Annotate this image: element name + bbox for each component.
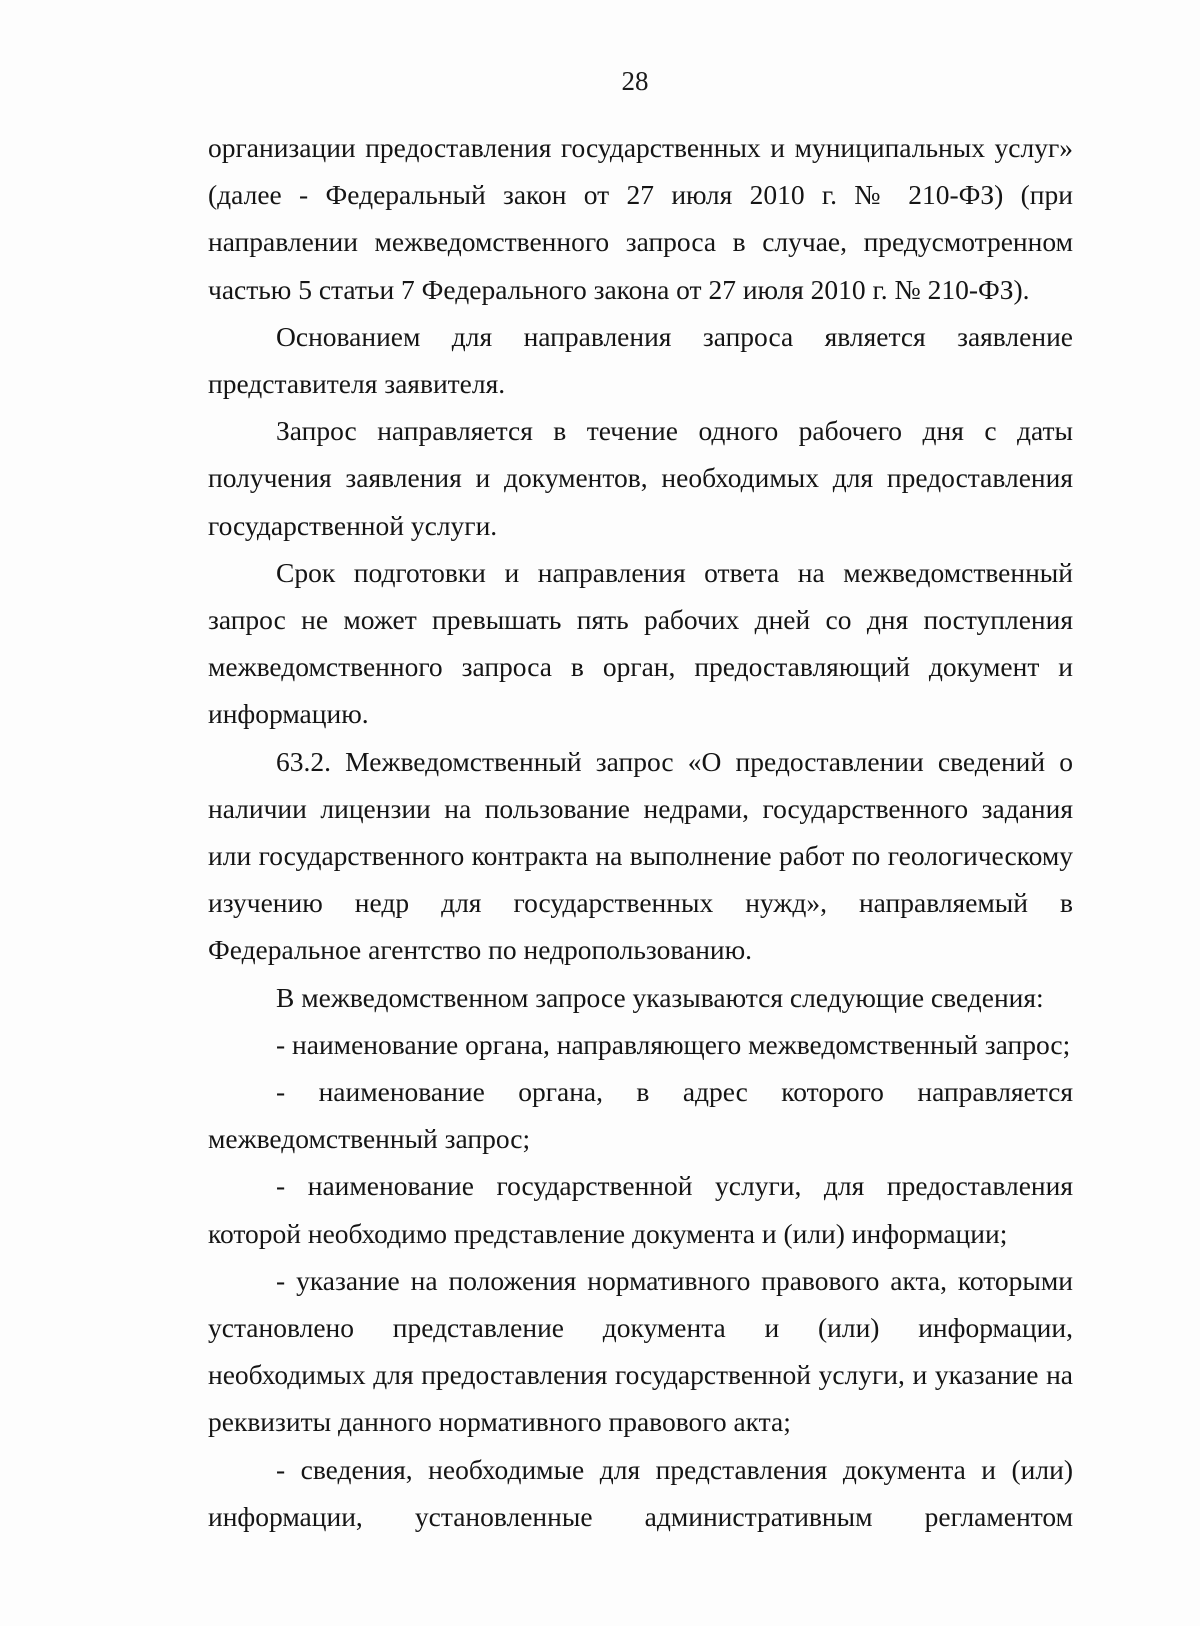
- paragraph-response-deadline: Срок подготовки и направления ответа на межведомственный запрос не может превышать пять рабочих дней со дня поступления межведомственного запроса в орган, предоставляющий документ и информацию.: [208, 556, 1073, 730]
- list-item-legal-act-reference: - указание на положения нормативного правового акта, которыми установлено представление документа и (или) информации, необходимых для предоставления государственной услуги, и указание на реквизиты данного нормативного правового акта;: [208, 1264, 1073, 1438]
- list-item-sender-name: - наименование органа, направляющего межведомственный запрос;: [276, 1028, 1071, 1060]
- paragraph-request-contents-intro: В межведомственном запросе указываются следующие сведения:: [276, 981, 1044, 1013]
- paragraph-request-timing: Запрос направляется в течение одного рабочего дня с даты получения заявления и документов, необходимых для предоставления государственной услуги.: [208, 415, 1073, 541]
- document-body: [208, 124, 1073, 1540]
- list-item-service-name: - наименование государственной услуги, для предоставления которой необходимо представление документа и (или) информации;: [208, 1170, 1073, 1249]
- list-item-required-information: - сведения, необходимые для представления документа и (или) информации, установленные административным регламентом: [208, 1453, 1073, 1532]
- list-item-recipient-name: - наименование органа, в адрес которого направляется межведомственный запрос;: [208, 1076, 1073, 1155]
- paragraph-section-63-2: 63.2. Межведомственный запрос «О предоставлении сведений о наличии лицензии на пользование недрами, государственного задания или государственного контракта на выполнение работ по геологическому изучению недр для государственных нужд», направляемый в Федеральное агентство по недропользованию.: [208, 745, 1073, 966]
- page-number: 28: [621, 66, 649, 96]
- paragraph-basis: Основанием для направления запроса является заявление представителя заявителя.: [208, 320, 1073, 400]
- paragraph-continuation: организации предоставления государственных и муниципальных услуг» (далее - Федеральный закон от 27 июля 2010 г. № 210-ФЗ) (при направлении межведомственного запроса в случае, предусмотренном частью 5 статьи 7 Федерального закона от 27 июля 2010 г. № 210-ФЗ).: [208, 132, 1073, 305]
